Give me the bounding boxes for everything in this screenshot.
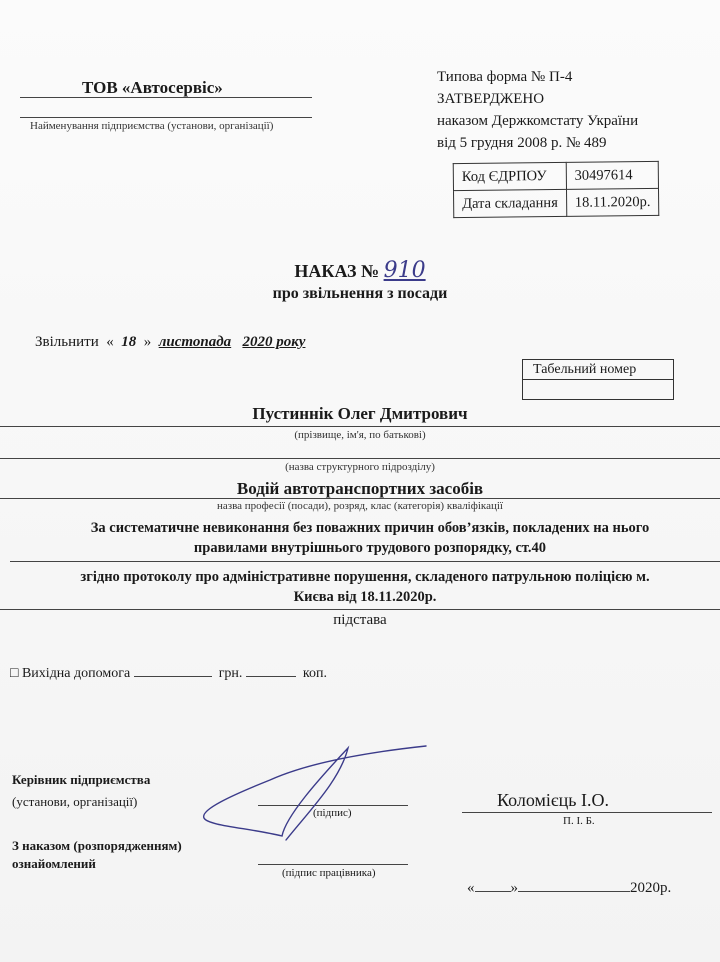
severance-line xyxy=(10,666,327,682)
dismissal-prefix: Звільнити xyxy=(35,334,99,350)
employee-signature-caption: (підпис працівника) xyxy=(282,867,376,879)
reason-basis-underline xyxy=(0,609,720,610)
severance-currency: грн. xyxy=(218,666,243,681)
acknowledgement-label-2: ознайомлений xyxy=(12,856,96,871)
dismissal-close-quote: » xyxy=(143,334,152,350)
approved-by: наказом Держкомстату України xyxy=(437,113,639,129)
director-label: Керівник підприємства xyxy=(12,772,151,787)
acknowledgement-label-1: З наказом (розпорядженням) xyxy=(12,838,182,853)
employee-name: Пустиннік Олег Дмитрович xyxy=(252,404,468,423)
signature-caption: (підпис) xyxy=(313,807,352,819)
date-close-quote: » xyxy=(510,880,518,896)
dismissal-open-quote: « xyxy=(106,334,114,350)
dismissal-month: листопада xyxy=(158,334,232,350)
department-caption: (назва структурного підрозділу) xyxy=(285,461,435,473)
reason-line-1: За систематичне невиконання без поважних причин обов’язків, покладених на нього xyxy=(90,520,650,536)
order-title xyxy=(0,258,720,283)
date-label: Дата складання xyxy=(454,189,567,217)
reason-text xyxy=(30,518,710,558)
date-month-blank xyxy=(518,891,630,892)
reason-line-3: згідно протоколу про адміністративне порушення, складеного патрульною поліцією м. xyxy=(80,569,650,585)
date-open-quote: « xyxy=(467,880,475,896)
severance-cents: коп. xyxy=(302,666,328,681)
order-number: 910 xyxy=(383,258,426,283)
order-title-text: НАКАЗ № xyxy=(294,261,380,281)
reason-basis-text xyxy=(20,567,710,607)
director-name-underline xyxy=(462,812,712,813)
severance-cents-blank xyxy=(246,676,296,677)
reason-line-4: Києва від 18.11.2020р. xyxy=(293,589,437,605)
date-year: 2020р. xyxy=(630,880,672,896)
organization-caption: Найменування підприємства (установи, організації) xyxy=(30,120,274,132)
codes-table xyxy=(453,161,660,218)
basis-caption: підстава xyxy=(333,612,387,628)
edrpou-label: Код ЄДРПОУ xyxy=(453,162,566,190)
dismissal-year: 2020 року xyxy=(242,334,306,350)
organization-name: ТОВ «Автосервіс» xyxy=(82,78,223,97)
employee-name-caption: (прізвище, ім'я, по батькові) xyxy=(294,429,426,441)
dismissal-day: 18 xyxy=(121,334,137,350)
signature-stroke xyxy=(204,746,426,840)
director-sub-label: (установи, організації) xyxy=(12,794,138,809)
approved-label: ЗАТВЕРДЖЕНО xyxy=(437,91,545,107)
severance-checkbox[interactable]: □ xyxy=(10,666,19,681)
employee-signature-line xyxy=(258,864,408,865)
director-name: Коломієць І.О. xyxy=(497,790,609,810)
severance-label: Вихідна допомога xyxy=(21,666,131,681)
position-caption: назва професії (посади), розряд, клас (категорія) кваліфікації xyxy=(217,500,503,512)
dismissal-date-line xyxy=(35,334,305,351)
department-underline xyxy=(0,458,720,459)
employee-name-underline xyxy=(0,426,720,427)
acknowledgement-date xyxy=(467,880,671,897)
tab-number-label: Табельний номер xyxy=(533,362,637,377)
organization-underline xyxy=(20,97,312,98)
director-signature xyxy=(190,740,430,850)
reason-underline xyxy=(10,561,720,562)
tab-number-value xyxy=(523,379,673,399)
order-subtitle: про звільнення з посади xyxy=(272,285,448,302)
form-type: Типова форма № П-4 xyxy=(437,69,573,85)
codes-row-edrpou xyxy=(453,161,659,190)
codes-row-date xyxy=(454,188,660,217)
tab-number-box xyxy=(522,359,674,400)
organization-underline-2 xyxy=(20,117,312,118)
employee-position: Водій автотранспортних засобів xyxy=(236,479,484,498)
position-underline xyxy=(0,498,720,499)
form-meta xyxy=(437,66,638,154)
pib-caption: П. І. Б. xyxy=(563,815,595,827)
edrpou-value: 30497614 xyxy=(566,161,659,189)
approved-date: від 5 грудня 2008 р. № 489 xyxy=(437,135,607,151)
reason-line-2: правилами внутрішнього трудового розпорядку, ст.40 xyxy=(193,540,547,556)
date-day-blank xyxy=(475,891,511,892)
date-value: 18.11.2020р. xyxy=(566,188,659,216)
severance-amount-blank xyxy=(134,676,212,677)
